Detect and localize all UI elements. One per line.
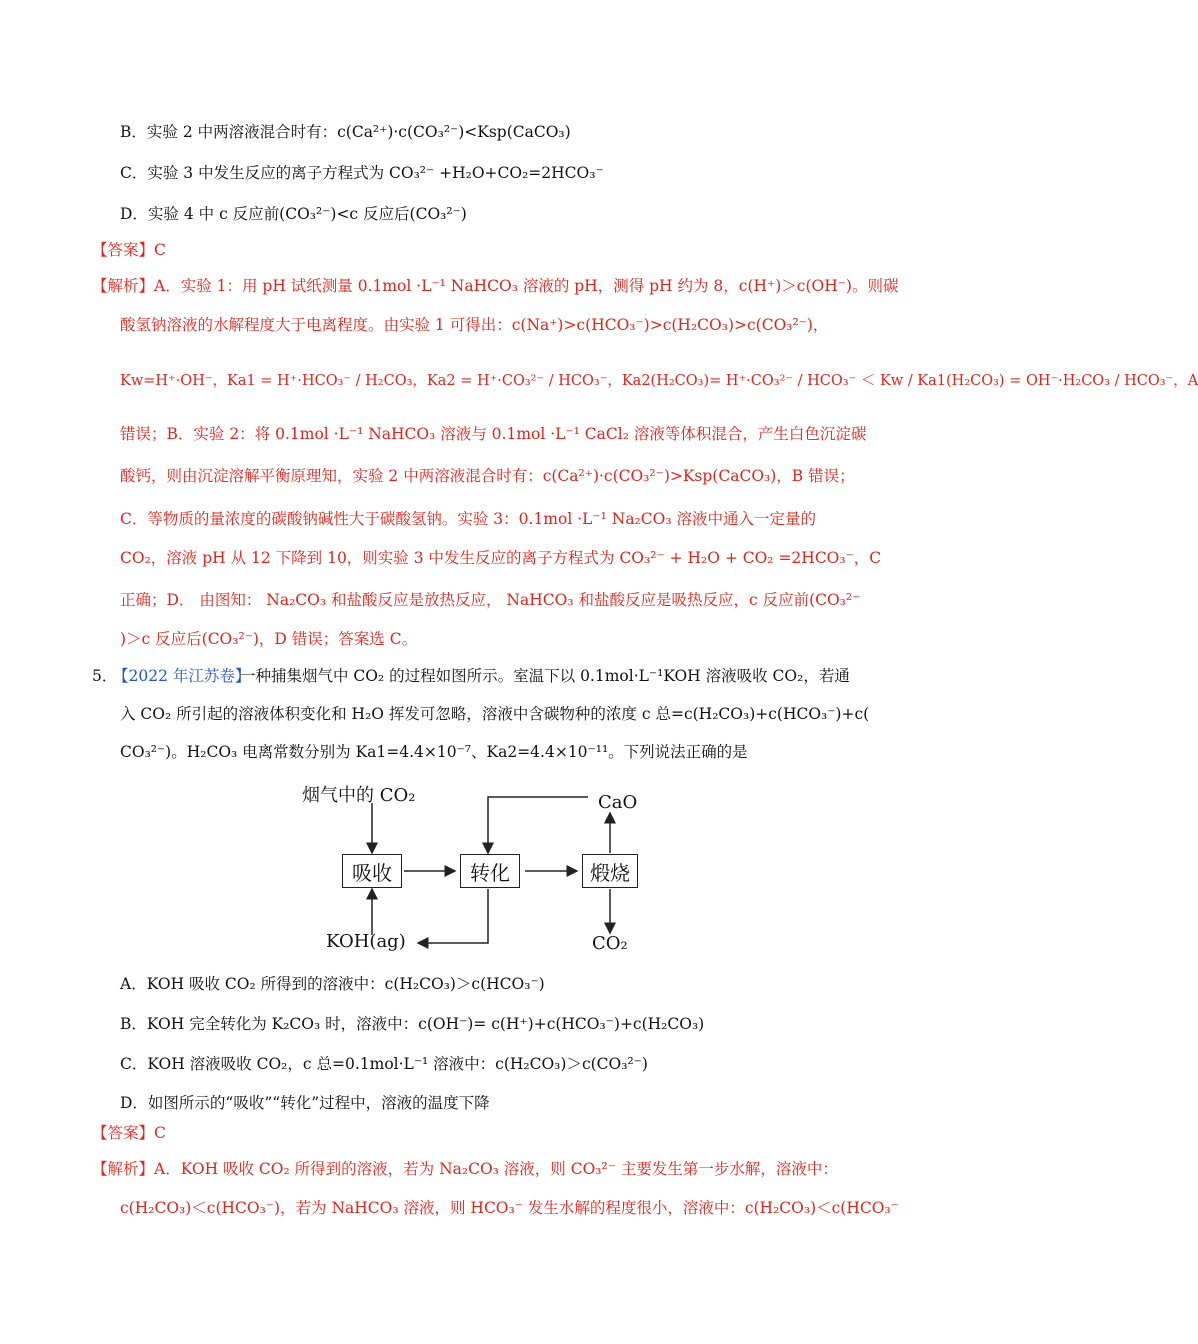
answer-5: 【答案】C [92, 1124, 166, 1142]
option-d-4: D．实验 4 中 c 反应前(CO₃²⁻)<c 反应后(CO₃²⁻) [120, 205, 467, 223]
question-text: 一种捕集烟气中 CO₂ 的过程如图所示。室温下以 0.1mol·L⁻¹KOH 溶液吸收 CO₂，若通 [240, 667, 850, 685]
option-c-5: C．KOH 溶液吸收 CO₂，c 总=0.1mol·L⁻¹ 溶液中：c(H₂CO₃)＞c(CO₃²⁻) [120, 1055, 648, 1073]
explanation-line: 酸钙，则由沉淀溶解平衡原理知，实验 2 中两溶液混合时有：c(Ca²⁺)·c(CO₃²⁻)>Ksp(CaCO₃)，B 错误； [120, 467, 855, 485]
explanation-line: 【解析】A．KOH 吸收 CO₂ 所得到的溶液，若为 Na₂CO₃ 溶液，则 CO₃²⁻ 主要发生第一步水解，溶液中： [92, 1160, 838, 1178]
option-b-5: B．KOH 完全转化为 K₂CO₃ 时，溶液中：c(OH⁻)= c(H⁺)+c(HCO₃⁻)+c(H₂CO₃) [120, 1015, 705, 1033]
answer-4: 【答案】C [92, 241, 166, 259]
explanation-line: 【解析】A．实验 1：用 pH 试纸测量 0.1mol ·L⁻¹ NaHCO₃ 溶液的 pH，测得 pH 约为 8，c(H⁺)＞c(OH⁻)。则碳 [92, 277, 899, 295]
co2-output-label: CO₂ [592, 933, 628, 954]
explanation-line: )＞c 反应后(CO₃²⁻)，D 错误；答案选 C。 [120, 630, 418, 648]
explanation-line: 错误；B．实验 2：将 0.1mol ·L⁻¹ NaHCO₃ 溶液与 0.1mol ·L⁻¹ CaCl₂ 溶液等体积混合，产生白色沉淀碳 [120, 425, 867, 443]
convert-box: 转化 [460, 854, 520, 888]
calcine-box: 煅烧 [582, 854, 638, 888]
explanation-line: 酸氢钠溶液的水解程度大于电离程度。由实验 1 可得出：c(Na⁺)>c(HCO₃⁻)>c(H₂CO₃)>c(CO₃²⁻)， [120, 316, 829, 334]
koh-label: KOH(ag) [326, 931, 406, 952]
question-number: 5． [92, 667, 118, 685]
question-text: CO₃²⁻)。H₂CO₃ 电离常数分别为 Ka1=4.4×10⁻⁷、Ka2=4.4×10⁻¹¹。下列说法正确的是 [120, 743, 748, 761]
flue-gas-label: 烟气中的 CO₂ [302, 785, 416, 806]
process-diagram [290, 775, 660, 955]
cao-label: CaO [598, 792, 638, 813]
explanation-line: C．等物质的量浓度的碳酸钠碱性大于碳酸氢钠。实验 3：0.1mol ·L⁻¹ Na₂CO₃ 溶液中通入一定量的 [120, 510, 816, 528]
option-d-5: D．如图所示的“吸收”“转化”过程中，溶液的温度下降 [120, 1094, 490, 1112]
question-text: 入 CO₂ 所引起的溶液体积变化和 H₂O 挥发可忽略，溶液中含碳物种的浓度 c 总=c(H₂CO₃)+c(HCO₃⁻)+c( [120, 705, 870, 723]
option-c-4: C．实验 3 中发生反应的离子方程式为 CO₃²⁻ +H₂O+CO₂=2HCO₃⁻ [120, 164, 604, 182]
option-b-4: B．实验 2 中两溶液混合时有：c(Ca²⁺)·c(CO₃²⁻)<Ksp(CaCO₃) [120, 123, 571, 141]
absorb-box: 吸收 [342, 854, 402, 888]
explanation-line: Kw=H⁺·OH⁻，Ka1 = H⁺·HCO₃⁻ / H₂CO₃，Ka2 = H⁺·CO₃²⁻ / HCO₃⁻，Ka2(H₂CO₃)= H⁺·CO₃²⁻ / HCO₃⁻ ＜ Kw / Ka1(H₂CO₃) = OH⁻·H₂CO₃ / HCO₃⁻，A [120, 373, 1198, 389]
explanation-line: 正确；D． 由图知： Na₂CO₃ 和盐酸反应是放热反应， NaHCO₃ 和盐酸反应是吸热反应，c 反应前(CO₃²⁻ [120, 591, 861, 609]
question-source: 【2022 年江苏卷】 [113, 667, 251, 685]
explanation-line: c(H₂CO₃)＜c(HCO₃⁻)，若为 NaHCO₃ 溶液，则 HCO₃⁻ 发生水解的程度很小，溶液中：c(H₂CO₃)＜c(HCO₃⁻ [120, 1199, 899, 1217]
explanation-line: CO₂，溶液 pH 从 12 下降到 10，则实验 3 中发生反应的离子方程式为 CO₃²⁻ + H₂O + CO₂ =2HCO₃⁻，C [120, 549, 882, 567]
option-a-5: A．KOH 吸收 CO₂ 所得到的溶液中：c(H₂CO₃)＞c(HCO₃⁻) [120, 975, 545, 993]
